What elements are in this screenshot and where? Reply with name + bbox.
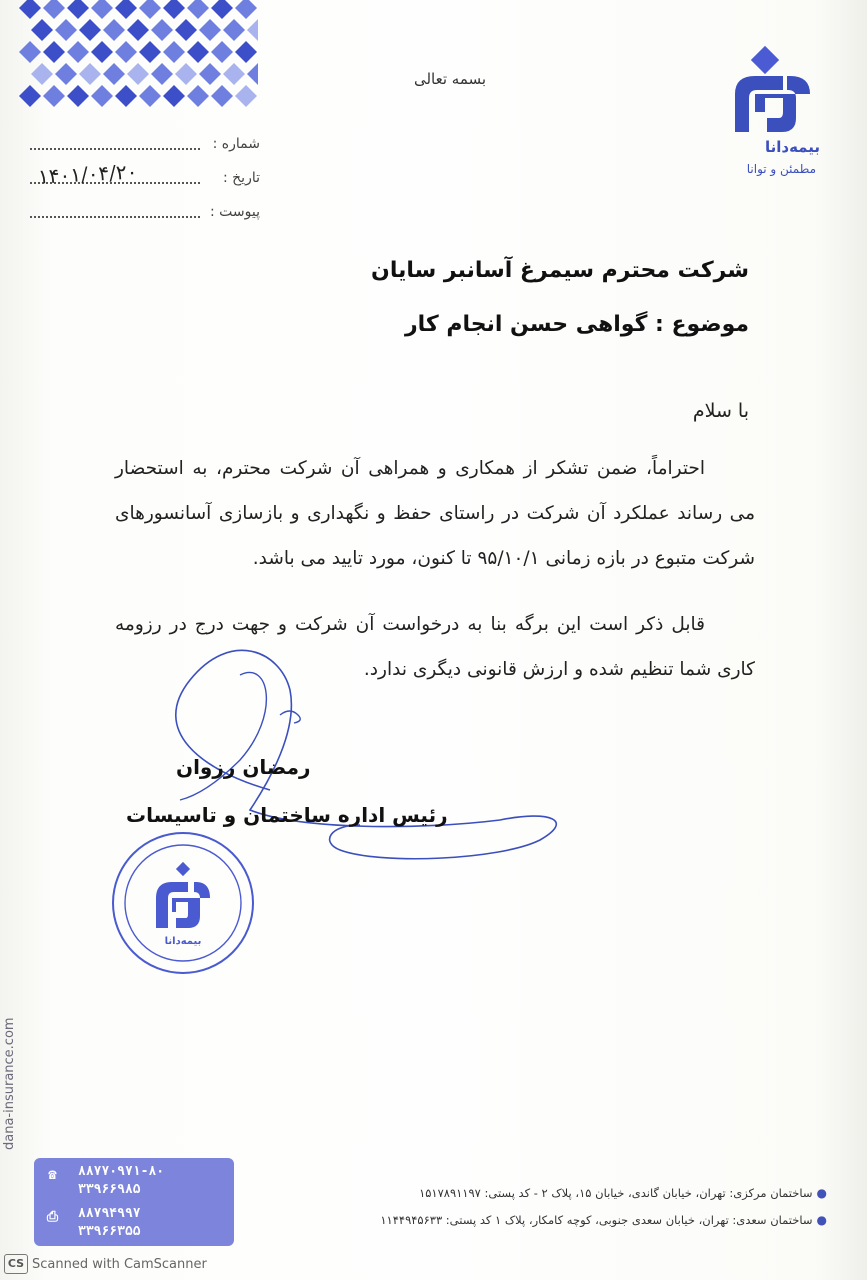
phone-line-1: ۸۸۷۷۰۹۷۱-۸۰ xyxy=(78,1164,165,1179)
signatory-title: رئیس اداره ساختمان و تاسیسات xyxy=(126,803,448,827)
address-central xyxy=(419,1186,827,1200)
letter-recipient: شرکت محترم سیمرغ آسانبر سایان xyxy=(371,258,749,283)
fax-row xyxy=(44,1206,229,1242)
mosaic-tile xyxy=(139,85,161,107)
mosaic-tile xyxy=(55,63,77,85)
mosaic-tile xyxy=(187,85,209,107)
mosaic-tile xyxy=(127,63,149,85)
mosaic-tile xyxy=(175,63,197,85)
mosaic-tile xyxy=(163,0,185,19)
attachment-dots xyxy=(30,216,200,218)
attachment-label: پیوست : xyxy=(210,204,260,220)
mosaic-tile xyxy=(79,19,101,41)
company-stamp xyxy=(108,828,258,978)
mosaic-tile xyxy=(247,63,258,85)
mosaic-tile xyxy=(235,41,257,63)
mosaic-tile xyxy=(91,41,113,63)
mosaic-tile xyxy=(151,63,173,85)
scanner-watermark xyxy=(4,1254,207,1274)
address-saadi xyxy=(380,1213,827,1227)
mosaic-tile xyxy=(43,0,65,19)
letter-greeting: با سلام xyxy=(692,400,749,422)
stamp-text: بیمه‌دانا xyxy=(164,936,202,947)
mosaic-tile xyxy=(247,19,258,41)
scanner-watermark-text: Scanned with CamScanner xyxy=(32,1256,207,1272)
mosaic-tile xyxy=(235,0,257,19)
logo-name: بیمه‌دانا xyxy=(764,138,820,156)
mosaic-tile xyxy=(103,19,125,41)
mosaic-tile xyxy=(151,19,173,41)
mosaic-tile xyxy=(91,0,113,19)
bismillah-heading: بسمه تعالی xyxy=(413,70,487,88)
mosaic-tile xyxy=(31,63,53,85)
mosaic-tile xyxy=(235,85,257,107)
phone-row xyxy=(44,1164,229,1200)
company-website: dana-insurance.com xyxy=(2,1017,17,1150)
mosaic-tile xyxy=(223,63,245,85)
mosaic-tile xyxy=(163,41,185,63)
logo-slogan: مطمئن و توانا xyxy=(746,162,816,176)
mosaic-tile xyxy=(139,0,161,19)
mosaic-tile xyxy=(79,63,101,85)
mosaic-tile xyxy=(187,0,209,19)
mosaic-tile xyxy=(67,0,89,19)
phone-icon: ☎ xyxy=(48,1167,58,1183)
company-logo xyxy=(715,46,830,186)
number-label: شماره : xyxy=(212,136,260,152)
decorative-mosaic xyxy=(18,0,258,110)
mosaic-tile xyxy=(115,41,137,63)
mosaic-tile xyxy=(199,63,221,85)
mosaic-tile xyxy=(43,41,65,63)
mosaic-tile xyxy=(67,41,89,63)
number-dots xyxy=(30,148,200,150)
mosaic-tile xyxy=(187,41,209,63)
mosaic-tile xyxy=(211,41,233,63)
mosaic-tile xyxy=(211,0,233,19)
location-pin-icon: ● xyxy=(816,1186,827,1200)
mosaic-tile xyxy=(19,0,41,19)
dana-logo-icon xyxy=(715,46,830,141)
mosaic-tile xyxy=(91,85,113,107)
meta-date-row xyxy=(30,159,260,202)
address-central-text: ساختمان مرکزی: تهران، خیابان گاندی، خیابان ۱۵، پلاک ۲ - کد پستی: ۱۵۱۷۸۹۱۱۹۷ xyxy=(419,1186,813,1200)
mosaic-tile xyxy=(19,41,41,63)
mosaic-tile xyxy=(127,19,149,41)
signatory-name: رمضان رزوان xyxy=(176,755,311,779)
phone-line-2: ۳۳۹۶۶۹۸۵ xyxy=(78,1182,141,1197)
address-saadi-text: ساختمان سعدی: تهران، خیابان سعدی جنوبی، کوچه کامکار، پلاک ۱ کد پستی: ۱۱۴۴۹۴۵۶۳۳ xyxy=(380,1213,813,1227)
mosaic-tile xyxy=(43,85,65,107)
mosaic-tile xyxy=(55,19,77,41)
letter-meta xyxy=(30,134,260,236)
mosaic-tile xyxy=(199,19,221,41)
mosaic-tile xyxy=(175,19,197,41)
date-label: تاریخ : xyxy=(222,170,260,186)
mosaic-tile xyxy=(31,19,53,41)
mosaic-tile xyxy=(223,19,245,41)
mosaic-tile xyxy=(211,85,233,107)
date-value: ۱۴۰۱/۰۴/۲۰ xyxy=(37,159,138,189)
mosaic-tile xyxy=(163,85,185,107)
fax-line-2: ۳۳۹۶۶۳۵۵ xyxy=(78,1224,141,1239)
mosaic-tile xyxy=(115,0,137,19)
phone-box xyxy=(34,1158,234,1246)
camscanner-logo-icon: CS xyxy=(4,1254,28,1274)
letter-subject: موضوع : گواهی حسن انجام کار xyxy=(404,312,749,337)
fax-line-1: ۸۸۷۹۴۹۹۷ xyxy=(78,1206,141,1221)
mosaic-tile xyxy=(67,85,89,107)
location-pin-icon: ● xyxy=(816,1213,827,1227)
paragraph-1-text: احتراماً، ضمن تشکر از همکاری و همراهی آن شرکت محترم، به استحضار می رساند عملکرد آن شرکت در راستای حفظ و نگهداری و بازسازی آسانسورهای شرکت متبوع در بازه زمانی ۹۵/۱۰/۱ تا کنون، مورد تایید می باشد. xyxy=(115,458,755,569)
mosaic-tile xyxy=(139,41,161,63)
mosaic-tile xyxy=(103,63,125,85)
letter-paragraph-1 xyxy=(115,446,755,581)
paragraph-2-text: قابل ذکر است این برگه بنا به درخواست آن شرکت و جهت درج در رزومه کاری شما تنظیم شده و ارزش قانونی دیگری ندارد. xyxy=(115,614,755,680)
mosaic-tile xyxy=(19,85,41,107)
mosaic-tile xyxy=(115,85,137,107)
meta-attachment-row xyxy=(30,202,260,236)
fax-icon: ⎙ xyxy=(46,1209,60,1225)
